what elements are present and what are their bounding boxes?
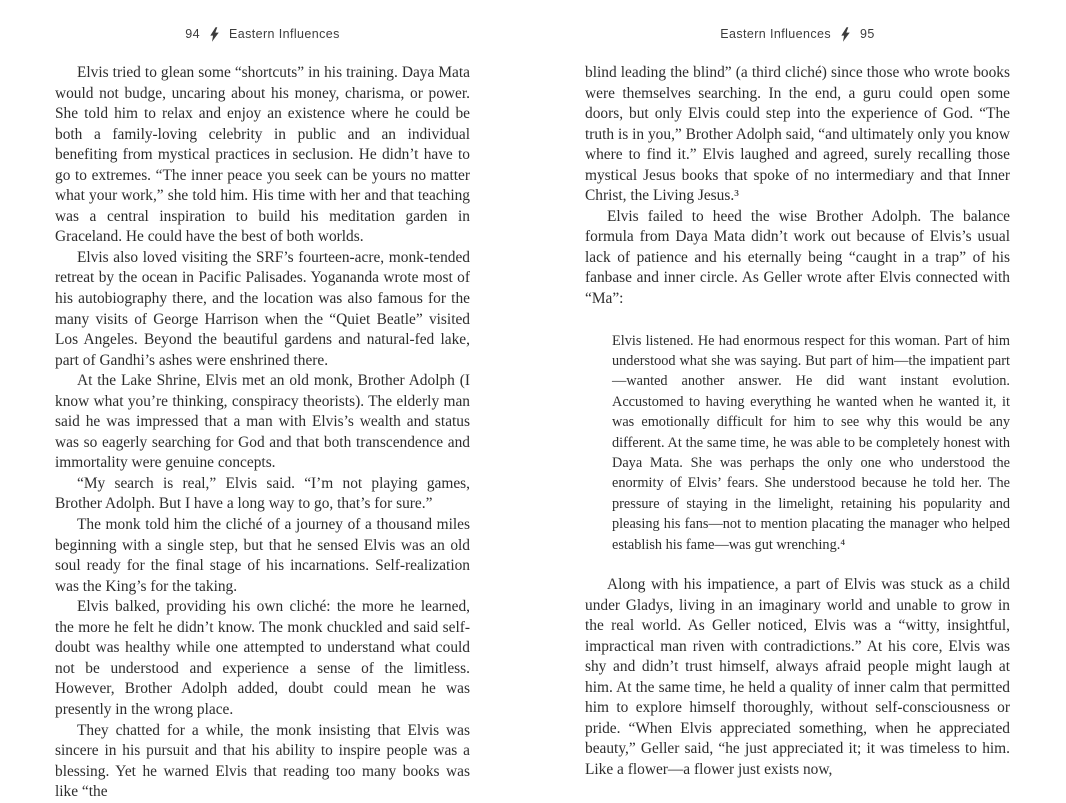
paragraph: Elvis failed to heed the wise Brother Adolph. The balance formula from Daya Mata didn’t work out because of Elvis’s usual lack of patience and his eternally being “caught in a trap” of his fanbase and inner circle. As Geller wrote after Elvis connected with “Ma”:: [585, 207, 1010, 308]
paragraph: The monk told him the cliché of a journey of a thousand miles beginning with a single step, but that he sensed Elvis was an old soul ready for the final stage of his incarnations. Self-realization was the King’s for the taking.: [55, 516, 470, 595]
paragraph: They chatted for a while, the monk insisting that Elvis was sincere in his pursuit and that his ability to inspire people was a blessing. Yet he warned Elvis that reading too many books was like “the: [55, 721, 470, 801]
page-95: [533, 0, 1066, 800]
right-page-body: [585, 63, 1010, 781]
paragraph: blind leading the blind” (a third cliché) since those who wrote books were themselves searching. In the end, a guru could open some doors, but only Elvis could step into the experience of God. “The truth is in you,” Brother Adolph said, “and ultimately only you know where to find it.” Elvis laughed and agreed, surely recalling those mystical Jesus books that spoke of no intermediary and that Inner Christ, the Living Jesus.³: [585, 64, 1010, 205]
running-head-right: [585, 26, 1010, 42]
paragraph: “My search is real,” Elvis said. “I’m not playing games, Brother Adolph. But I have a long way to go, that’s for sure.”: [55, 474, 470, 513]
block-quote: Elvis listened. He had enormous respect for this woman. Part of him understood what she was saying. But part of him—the impatient part—wanted another answer. He did want instant evolution. Accustomed to having everything he wanted when he wanted it, it was emotionally difficult for him to see why this would be any different. At the same time, he was able to be completely honest with Daya Mata. She was perhaps the only one who understood the enormity of Elvis’ fears. She understood because he told her. The pressure of staying in the limelight, retaining his popularity and pleasing his fans—not to mention placating the manager who helped establish his fame—was gut wrenching.⁴: [612, 332, 1010, 553]
paragraph: At the Lake Shrine, Elvis met an old monk, Brother Adolph (I know what you’re thinking, conspiracy theorists). The elderly man said he was impressed that a man with Elvis’s wealth and status was so eagerly searching for God and that both transcendence and immortality were genuine concepts.: [55, 372, 470, 472]
paragraph: Elvis tried to glean some “shortcuts” in his training. Daya Mata would not budge, uncaring about his money, charisma, or power. She told him to relax and enjoy an existence where he could be both a family-loving celebrity in public and an individual benefiting from mystical practices in seclusion. He didn’t have to go to extremes. “The inner peace you seek can be yours no matter what your work,” she told him. His time with her and that teaching was a central inspiration to build his meditation garden in Graceland. He could have the best of both worlds.: [55, 64, 470, 246]
paragraph: Along with his impatience, a part of Elvis was stuck as a child under Gladys, living in an imaginary world and unable to grow in the real world. As Geller noticed, Elvis was a “witty, insightful, impractical man riven with contradictions.” At his core, Elvis was shy and didn’t trust himself, always afraid people might laugh at him. At the same time, he held a quality of inner calm that permitted him to explore himself thoroughly, without self-consciousness or pride. “When Elvis appreciated something, when he appreciated beauty,” Geller said, “he just appreciated it; it was timeless to him. Like a flower—a flower just exists now,: [585, 576, 1010, 778]
paragraph: Elvis balked, providing his own cliché: the more he learned, the more he felt he didn’t know. The monk chuckled and said self-doubt was healthy while one attempted to understand what could not be understood and experience a sense of the limitless. However, Brother Adolph added, doubt could mean he was presently in the wrong place.: [55, 598, 470, 718]
paragraph: Elvis also loved visiting the SRF’s fourteen-acre, monk-tended retreat by the ocean in Pacific Palisades. Yogananda wrote most of his autobiography there, and the location was also famous for the many visits of George Harrison when the “Quiet Beatle” visited Los Angeles. Beyond the beautiful gardens and natural-fed lake, part of Gandhi’s ashes were enshrined there.: [55, 248, 470, 369]
running-head-left: [55, 26, 470, 42]
lightning-icon: [210, 27, 219, 42]
lightning-icon: [841, 27, 850, 42]
header-title-right: Eastern Influences: [720, 27, 831, 41]
left-page-body: [55, 63, 470, 803]
page-number-right: 95: [860, 27, 875, 41]
page-number-left: 94: [185, 27, 200, 41]
header-title-left: Eastern Influences: [228, 27, 340, 41]
page-94: [0, 0, 533, 800]
